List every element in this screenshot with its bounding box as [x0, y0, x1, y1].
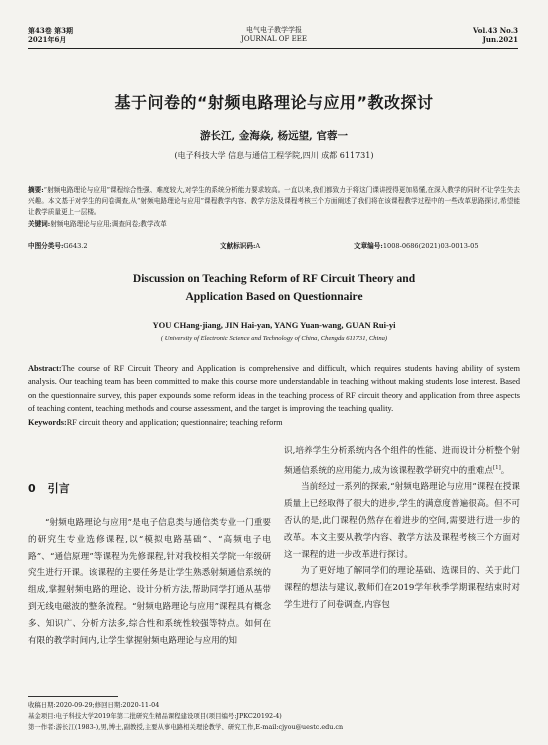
affiliation-cn: (电子科技大学 信息与通信工程学院,四川 成都 611731) — [174, 151, 374, 160]
paragraph-end: 。 — [500, 465, 510, 476]
footnote-author: 第一作者:游长江(1983-),男,博士,副教授,主要从事电路相关理论教学、研究工作,E-mail:cjyou@uestc.edu.cn — [28, 723, 344, 731]
body-column-right — [284, 443, 520, 614]
body-column-left — [28, 515, 271, 649]
journal-name-cn: 电气电子教学学报 — [246, 26, 302, 34]
article-no-value: 1008-0686(2021)03-0013-05 — [382, 242, 479, 250]
keywords-cn — [28, 219, 520, 230]
authors-en: YOU CHang-jiang, JIN Hai-yan, YANG Yuan-wang, GUAN Rui-yi — [152, 320, 396, 330]
abstract-cn — [28, 185, 520, 230]
paragraph: 为了更好地了解同学们的理论基础、选课目的、关于此门课程的想法与建议,教师们在2019学年秋季学期课程结束时对学生进行了问卷调查,内容包 — [284, 566, 520, 611]
authors-cn: 游长江, 金海焱, 杨远望, 官蓉一 — [200, 130, 348, 142]
abstract-en-body — [28, 362, 520, 416]
footnote-fund: 基金项目:电子科技大学2019年第二批研究生精品课程建设项目(项目编号:JPKC20192-4) — [28, 712, 282, 720]
clc-number — [28, 240, 88, 250]
footnote-rule — [28, 696, 118, 697]
paragraph — [284, 443, 520, 479]
paper-title-en-line1: Discussion on Teaching Reform of RF Circuit Theory and — [132, 273, 416, 285]
header-center — [0, 26, 548, 44]
section-title: 引言 — [47, 482, 70, 495]
paragraph-text: 识,培养学生分析系统内各个组件的性能、进而设计分析整个射频通信系统的应用能力,成为该课程教学研究中的重难点 — [284, 446, 520, 476]
header-right — [473, 26, 518, 44]
volume-issue-cn: 第43卷 第3期 — [28, 26, 74, 35]
paper-title-en-line2: Application Based on Questionnaire — [185, 291, 363, 303]
clc-value: G643.2 — [63, 242, 88, 250]
header-rule — [28, 48, 518, 49]
keywords-en — [28, 416, 520, 429]
article-number — [354, 240, 479, 250]
clc-label: 中图分类号: — [28, 242, 64, 250]
abstract-cn-body — [28, 185, 520, 219]
paper-title-cn: 基于问卷的“射频电路理论与应用”教改探讨 — [114, 93, 434, 112]
document-code — [220, 240, 260, 250]
doc-code-label: 文献标识码: — [220, 242, 256, 250]
abstract-en — [28, 362, 520, 429]
abstract-en-label: Abstract: — [28, 364, 62, 373]
section-number: 0 — [28, 482, 36, 495]
date-en: Jun.2021 — [482, 35, 518, 44]
footnotes — [28, 700, 520, 733]
date-cn: 2021年6月 — [28, 35, 67, 44]
journal-name-en: JOURNAL OF EEE — [241, 35, 307, 43]
doc-code-value: A — [255, 242, 261, 250]
paper-title-en — [0, 270, 548, 306]
keywords-cn-label: 关键词: — [28, 219, 51, 228]
keywords-en-text: RF circuit theory and application; questionnaire; teaching reform — [66, 417, 283, 427]
abstract-en-text: The course of RF Circuit Theory and Application is comprehensive and difficult, which requires students having ability of system analysis. Our teaching team has been committed to make this course more understandable in teaching without making students lose interest. Based on the questionnaire survey, this paper expounds some reform ideas in the teaching process of RF circuit theory and application from three aspects of teaching content, teaching methods and course assessment, and the target is improving the teaching quality. — [28, 364, 520, 414]
footnote-received: 收稿日期:2020-09-29;修回日期:2020-11-04 — [28, 701, 160, 709]
abstract-cn-label: 摘要: — [28, 186, 44, 194]
affiliation-en: ( University of Electronic Science and Technology of China, Chengdu 611731, China) — [160, 335, 388, 342]
article-no-label: 文章编号: — [354, 242, 383, 250]
section-heading — [28, 480, 70, 496]
volume-issue-en: Vol.43 No.3 — [473, 26, 518, 35]
keywords-en-label: Keywords: — [28, 417, 67, 427]
citation-ref: [1] — [492, 464, 501, 471]
paragraph: “射频电路理论与应用”是电子信息类与通信类专业一门重要的研究生专业选修课程,以“模拟电路基础”、“高频电子电路”、“通信原理”等课程为先修课程,针对我校相关学院一年级研究生进行开课。该课程的主要任务是让学生熟悉射频通信系统的组成,掌握射频电路的理论、设计分析方法,帮助同学打通从基带到无线电磁波的整条流程。“射频电路理论与应用”课程具有概念多、知识广、分析方法多,综合性和系统性较强等特点。如何在有限的教学时间内,让学生掌握射频电路理论与应用的知 — [28, 518, 271, 646]
abstract-cn-text: “射频电路理论与应用”课程综合性强、难度较大,对学生的系统分析能力要求较高。一直以来,我们都致力于将这门课讲授得更加易懂,在深入教学的同时不让学生失去兴趣。本文基于对学生的问卷调查,从“射频电路理论与应用”课程教学内容、教学方法及课程考核三个方面阐述了我们将在该课程教学过程中的一些改革思路探讨,希望能让教学质量更上一层楼。 — [28, 186, 520, 217]
paragraph: 当前经过一系列的探索,“射频电路理论与应用”课程在授课质量上已经取得了很大的进步,学生的满意度普遍很高。但不可否认的是,此门课程仍然存在着进步的空间,需要进行进一步的改革。本文主要从教学内容、教学方法及课程考核三个方面对这一课程的进一步改革进行探讨。 — [284, 482, 520, 560]
keywords-cn-text: 射频电路理论与应用;调查问卷;教学改革 — [50, 219, 167, 228]
